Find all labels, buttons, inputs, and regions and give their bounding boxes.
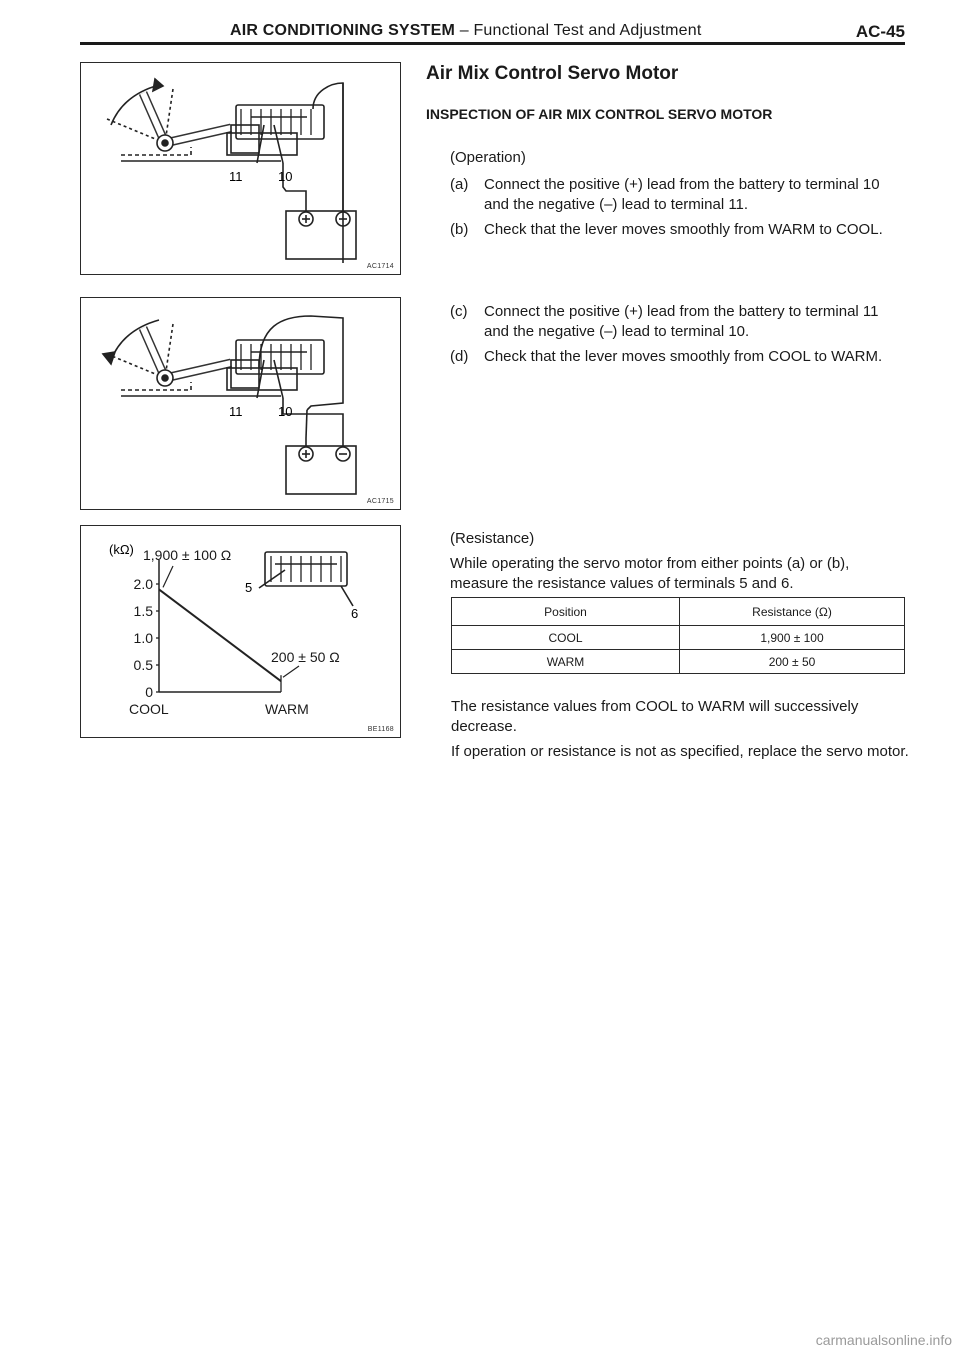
step-text: Connect the positive (+) lead from the battery to terminal 10 and the negative (–) lead to terminal 11. — [484, 176, 880, 213]
x-category-label: WARM — [265, 701, 309, 717]
table-row — [452, 650, 905, 674]
figure-cool-to-warm — [80, 297, 401, 510]
resistance-note-2: If operation or resistance is not as specified, replace the servo motor. — [451, 743, 909, 760]
rotation-arrow-head — [103, 352, 115, 364]
annotation-leader-warm — [283, 666, 299, 677]
step-label: (d) — [450, 348, 469, 365]
table-header-row — [452, 598, 905, 626]
x-category-label: COOL — [129, 701, 169, 717]
step-text: Connect the positive (+) lead from the battery to terminal 11 and the negative (–) lead to terminal 10. — [484, 303, 879, 340]
servo-motor-diagram-2 — [81, 298, 399, 508]
annotation-cool-value: 1,900 ± 100 Ω — [143, 547, 232, 563]
step-a — [450, 175, 910, 219]
header-title — [230, 22, 702, 40]
chart-marks — [129, 547, 340, 717]
table-header-resistance: Resistance (Ω) — [680, 598, 905, 626]
header-title-sub: – Functional Test and Adjustment — [459, 22, 702, 39]
resistance-intro: While operating the servo motor from either points (a) or (b), measure the resistance values of terminals 5 and 6. — [450, 555, 850, 592]
annotation-warm-value: 200 ± 50 Ω — [271, 649, 340, 665]
watermark: carmanualsonline.info — [815, 1332, 952, 1348]
resistance-spec-table — [451, 597, 905, 674]
step-label: (a) — [450, 176, 469, 193]
header-rule — [80, 42, 905, 45]
y-tick-label: 2.0 — [133, 576, 153, 592]
header-title-main: AIR CONDITIONING SYSTEM — [230, 22, 456, 39]
y-tick-label: 0 — [145, 684, 153, 700]
step-b — [450, 220, 910, 264]
table-cell: COOL — [452, 626, 680, 650]
resistance-chart — [81, 526, 399, 736]
y-axis-label: (kΩ) — [109, 542, 134, 557]
y-tick-label: 1.0 — [133, 630, 153, 646]
step-c — [450, 302, 910, 346]
y-tick-label: 1.5 — [133, 603, 153, 619]
step-d — [450, 347, 910, 391]
table-row — [452, 626, 905, 650]
figure-code: AC1715 — [366, 498, 394, 505]
terminal-label-10: 10 — [278, 404, 293, 419]
table-cell: WARM — [452, 650, 680, 674]
operation-heading: (Operation) — [450, 149, 526, 166]
table-header-position: Position — [452, 598, 680, 626]
figure-code: BE1168 — [367, 726, 394, 733]
terminal-label-5: 5 — [245, 580, 253, 595]
terminal-label-10: 10 — [278, 169, 293, 184]
step-label: (c) — [450, 303, 468, 320]
resistance-line — [159, 589, 281, 681]
rotation-arrow-head — [153, 79, 163, 91]
table-cell: 1,900 ± 100 — [680, 626, 905, 650]
figure-resistance-chart — [80, 525, 401, 738]
figure-warm-to-cool — [80, 62, 401, 275]
terminal-label-11: 11 — [229, 169, 243, 184]
step-label: (b) — [450, 221, 469, 238]
terminal-label-6: 6 — [351, 606, 359, 621]
annotation-leader-cool — [163, 566, 173, 587]
y-tick-label: 0.5 — [133, 657, 153, 673]
terminal-label-11: 11 — [229, 404, 243, 419]
figure-code: AC1714 — [366, 263, 394, 270]
table-cell: 200 ± 50 — [680, 650, 905, 674]
section-title: Air Mix Control Servo Motor — [426, 63, 679, 84]
resistance-note-1: The resistance values from COOL to WARM will successively decrease. — [451, 698, 859, 735]
connector-drawing — [259, 552, 353, 606]
servo-motor-diagram-1 — [81, 63, 399, 273]
step-text: Check that the lever moves smoothly from COOL to WARM. — [484, 348, 883, 365]
resistance-heading: (Resistance) — [450, 530, 535, 547]
inspection-subhead: INSPECTION OF AIR MIX CONTROL SERVO MOTOR — [426, 106, 773, 122]
step-text: Check that the lever moves smoothly from WARM to COOL. — [484, 221, 883, 238]
page-number: AC-45 — [855, 22, 905, 41]
